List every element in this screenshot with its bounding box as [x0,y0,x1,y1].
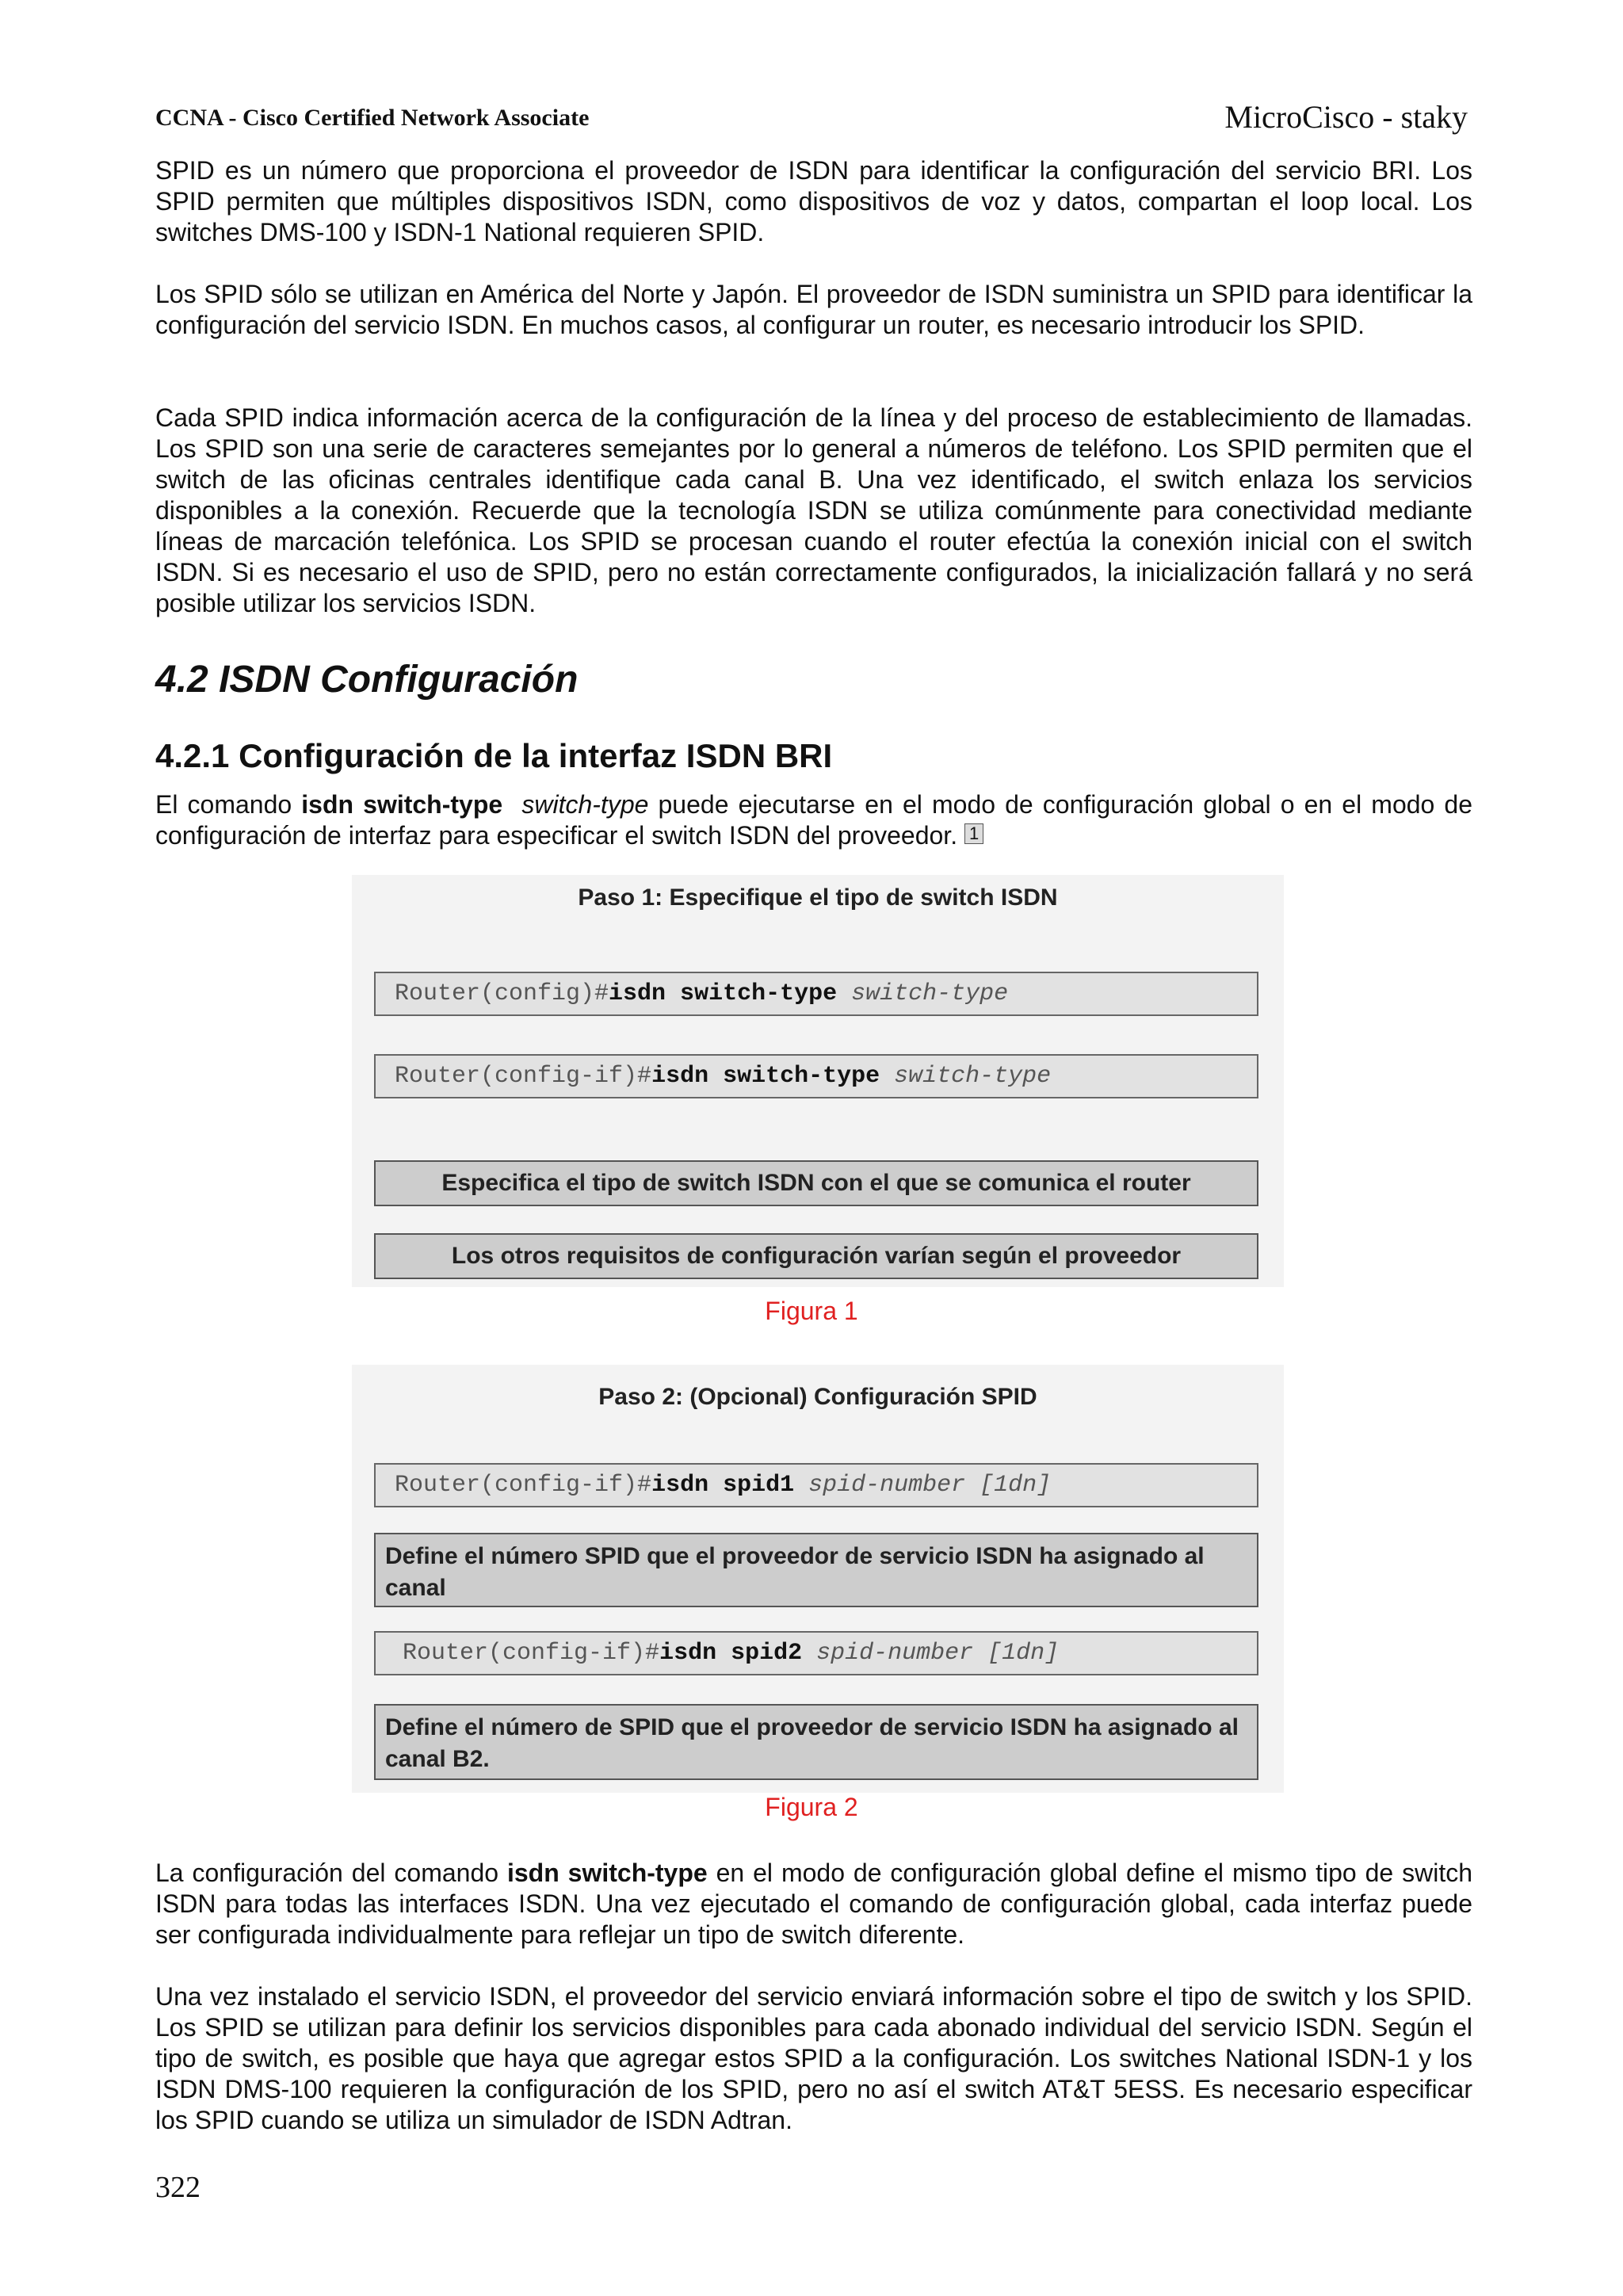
figure-1 [352,875,1284,1287]
figure-2-caption: Figura 2 [765,1793,858,1821]
command-name: isdn switch-type [506,1859,708,1887]
figure-1-caption: Figura 1 [765,1297,858,1325]
command-name: isdn switch-type [301,790,503,819]
page-number: 322 [155,2171,200,2204]
paragraph-switch-type: El comando isdn switch-type switch-type puede ejecutarse en el modo de configuración global o en el modo de configuración de interfaz para especificar el switch ISDN del proveedor. 1 [155,790,1473,850]
paragraph-spid-details: Cada SPID indica información acerca de la configuración de la línea y del proceso de establecimiento de llamadas. Los SPID son una serie de caracteres semejantes por lo general a números de teléfono. Los SPID permiten que el switch de las oficinas centrales identifique cada canal B. Una vez identificado, el switch enlaza los servicios disponibles a la conexión. Recuerde que la tecnología ISDN se utiliza comúnmente para conectividad mediante líneas de marcación telefónica. Los SPID se procesan cuando el router efectúa la conexión inicial con el switch ISDN. Si es necesario el uso de SPID, pero no están correctamente configurados, la inicialización fallará y no será posible utilizar los servicios ISDN. [155,403,1472,617]
figure-1-command-global: Router(config)#isdn switch-type switch-type [374,972,1258,1016]
command-argument: switch-type [521,790,649,819]
figure-1-title: Paso 1: Especifique el tipo de switch ISDN [578,884,1058,911]
section-heading: 4.2 ISDN Configuración [155,659,579,701]
paragraph-spid-providers: Una vez instalado el servicio ISDN, el proveedor del servicio enviará información sobre el tipo de switch y los SPID. Los SPID se utilizan para definir los servicios disponibles para cada abonado individual del servicio ISDN. Según el tipo de switch, es posible que haya que agregar estos SPID a la configuración. Los switches National ISDN-1 y los ISDN DMS-100 requieren la configuración de los SPID, pero no así el switch AT&T 5ESS. Es necesario especificar los SPID cuando se utiliza un simulador de ISDN Adtran. [155,1982,1472,2134]
figure-2-command-spid1: Router(config-if)#isdn spid1 spid-number [1dn] [374,1463,1258,1507]
paragraph-spid-regions: Los SPID sólo se utilizan en América del Norte y Japón. El proveedor de ISDN suministra un SPID para identificar la configuración del servicio ISDN. En muchos casos, al configurar un router, es necesario introducir los SPID. [155,280,1472,339]
figure-2-description-spid2: Define el número de SPID que el proveedor de servicio ISDN ha asignado al canal B2. [374,1704,1258,1780]
figure-2-title: Paso 2: (Opcional) Configuración SPID [598,1384,1037,1410]
figure-2-description-spid1: Define el número SPID que el proveedor de servicio ISDN ha asignado al canal [374,1533,1258,1607]
header-title: CCNA - Cisco Certified Network Associate [155,105,590,131]
figure-1-description-requirements: Los otros requisitos de configuración varían según el proveedor [374,1233,1258,1279]
header-author: MicroCisco - staky [1224,99,1468,135]
figure-2-command-spid2: Router(config-if)#isdn spid2 spid-number [1dn] [374,1631,1258,1675]
subsection-heading: 4.2.1 Configuración de la interfaz ISDN BRI [155,737,833,774]
paragraph-global-config: La configuración del comando isdn switch-type en el modo de configuración global define el mismo tipo de switch ISDN para todas las interfaces ISDN. Una vez ejecutado el comando de configuración global, cada interfaz puede ser configurada individualmente para reflejar un tipo de switch diferente. [155,1859,1473,1949]
figure-1-command-interface: Router(config-if)#isdn switch-type switch-type [374,1054,1258,1098]
paragraph-spid-intro: SPID es un número que proporciona el proveedor de ISDN para identificar la configuración del servicio BRI. Los SPID permiten que múltiples dispositivos ISDN, como dispositivos de voz y datos, compartan el loop local. Los switches DMS-100 y ISDN-1 National requieren SPID. [155,156,1472,246]
figure-2 [352,1365,1284,1793]
figure-1-description-switch: Especifica el tipo de switch ISDN con el que se comunica el router [374,1160,1258,1206]
footnote-link[interactable]: 1 [964,823,983,844]
